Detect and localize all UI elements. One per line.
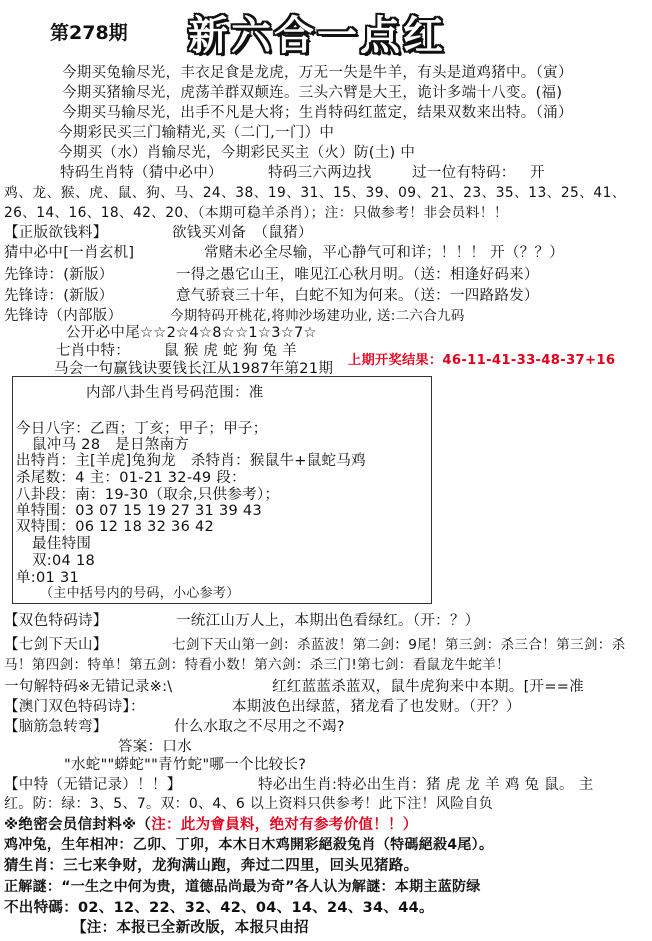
zhongte-line-1: 特必出生肖:特必出生肖：猪 虎 龙 羊 鸡 兔 鼠。 主 bbox=[258, 777, 594, 793]
seven-zodiac-list: 鼠 猴 虎 蛇 狗 兔 羊 bbox=[164, 343, 298, 359]
vip-note: 注：此为會員料，绝对有参考价值！！） bbox=[151, 817, 418, 833]
issue-number: 第278期 bbox=[50, 22, 128, 44]
one-line-header: 一句解特码※无错记录※:\ bbox=[4, 679, 173, 695]
horse-club-line: 马会一句赢钱诀要钱长江从1987年第21期 bbox=[54, 361, 334, 377]
bagua-line-9: 双:04 18 bbox=[32, 553, 95, 569]
seven-zodiac-label: 七肖中特： bbox=[56, 343, 130, 359]
intro-line-6c: 过一位有特码： bbox=[412, 165, 516, 181]
tail-numbers: 公开必中尾☆☆2☆4☆8☆☆1☆3☆7☆ bbox=[66, 325, 317, 341]
bagua-line-2: 鼠冲马 28 是日煞南方 bbox=[32, 437, 190, 453]
intro-line-6d: 开 bbox=[530, 165, 545, 181]
seven-swords-line-1: 七剑下天山第一剑：杀蓝波！第二剑：9尾！第三剑：杀三合！第三剑：杀 bbox=[172, 637, 626, 653]
intro-line-6a: 特码生肖特（猜中必中） bbox=[60, 165, 223, 181]
zhengban-text: 欲钱买刈备 （鼠猪） bbox=[172, 225, 313, 241]
bagua-line-3: 出特肖：主[羊虎]兔狗龙 杀特肖：猴鼠牛+鼠蛇马鸡 bbox=[16, 453, 366, 469]
poem-2-text: 意气骄衰三十年，白蛇不知为何来。（送：一四路路发） bbox=[176, 288, 539, 304]
intro-number-list-2: 26、14、16、18、42、20、（本期可稳羊杀肖）；注：只做参考！非会员料！！ bbox=[4, 205, 508, 221]
footer-line-3: 正解謎：“一生之中何为贵，道德品尚最为奇”各人认为解謎：本期主蓝防绿 bbox=[4, 879, 481, 895]
bagua-line-6: 单特围：03 07 15 19 27 31 39 43 bbox=[16, 503, 262, 519]
poem-3-label: 先锋诗（内部版） bbox=[4, 308, 123, 324]
poem-3-text: 今期特码开桃花,将帅沙场建功业, 送:二六合九码 bbox=[170, 308, 465, 324]
bagua-line-11: （主中括号内的号码，小心参考） bbox=[40, 586, 240, 601]
page-title: 新六合一点红 bbox=[188, 13, 446, 59]
brain-teaser-answer: 答案：口水 bbox=[118, 739, 192, 755]
bagua-line-1: 今日八字：乙酉；丁亥；甲子；甲子； bbox=[16, 421, 268, 437]
vip-line bbox=[4, 816, 418, 834]
macau-text: 本期波色出绿蓝，猪龙看了也发财。（开？） bbox=[232, 699, 521, 715]
bagua-line-8: 最佳特围 bbox=[32, 536, 92, 552]
macau-header: 【澳门双色特码诗】： bbox=[4, 699, 145, 715]
intro-number-list-1: 鸡、龙、猴、虎、鼠、狗、马、24、38、19、31、15、39、09、21、23、35、13、25、41、 bbox=[4, 185, 626, 201]
seven-swords-line-2: 马！第四剑：特单！第五剑：特看小数！第六剑：杀三门!第七剑：看鼠龙牛蛇羊！ bbox=[4, 657, 510, 673]
bagua-header: 内部八卦生肖号码范围：准 bbox=[86, 385, 264, 401]
intro-line-6b: 特码三六两边找 bbox=[268, 165, 372, 181]
poem-2-label: 先锋诗：(新版） bbox=[4, 288, 114, 304]
bagua-line-4: 杀尾数：4 主：01-21 32-49 段： bbox=[16, 470, 246, 486]
footer-line-1: 鸡冲兔，生年相冲：乙卯、丁卯，本木日木鸡開彩絕殺兔肖（特碼絕殺4尾）。 bbox=[4, 837, 494, 853]
brain-teaser-header: 【脑筋急转弯】 bbox=[4, 719, 108, 735]
last-result: 上期开奖结果：46-11-41-33-48-37+16 bbox=[348, 353, 616, 368]
bagua-line-7: 双特围：06 12 18 32 36 42 bbox=[16, 519, 215, 535]
brain-teaser-q1: 什么水取之不尽用之不竭? bbox=[174, 719, 345, 735]
intro-line-3: 今期买马输尽光，出手不凡是大将；生肖特码红蓝定，结果双数来出特。（涌） bbox=[62, 105, 573, 121]
intro-line-4: 今期彩民买三门输精光,买（二门,一门）中 bbox=[58, 125, 335, 141]
poem-1-label: 先锋诗：(新版） bbox=[4, 267, 114, 283]
bagua-line-5: 八卦段：南：19-30（取余,只供参考）； bbox=[16, 487, 280, 503]
seven-swords-header: 【七剑下天山】 bbox=[4, 637, 108, 653]
zhongte-header: 【中特（无错记录）！！】 bbox=[4, 777, 182, 793]
intro-line-1: 今期买兔输尽光，丰衣足食是龙虎，万无一失是牛羊，有头是道鸡猪中。（寅） bbox=[62, 65, 573, 81]
footer-line-5: 【注：本报已全新改版，本报只由招 bbox=[72, 920, 309, 936]
intro-line-5: 今期买（水）肖输尽光，今期彩民买主（火）防(土) 中 bbox=[58, 145, 416, 161]
vip-prefix: ※绝密会员信封料※（ bbox=[4, 817, 152, 833]
zhongte-line-2: 红。防：绿：3、5、7。双：0、4、6 以上资料只供参考！此下注！风险自负 bbox=[4, 796, 493, 812]
zhengban-header: 【正版欲钱料】 bbox=[4, 225, 108, 241]
double-color-header: 【双色特码诗】 bbox=[4, 613, 108, 629]
cai-zhong-text: 常赌未必全尽输，平心静气可和详；！！！ 开（？？） bbox=[204, 245, 565, 261]
bagua-line-10: 单:01 31 bbox=[16, 570, 79, 586]
one-line-text: 红红蓝蓝杀蓝双，鼠牛虎狗来中本期。[开==准 bbox=[272, 679, 585, 695]
intro-line-2: 今期买猪输尽光，虎荡羊群双颠连。三头六臂是大王，诡计多端十八变。(福) bbox=[62, 85, 563, 101]
double-color-text: 一统江山万人上，本期出色看绿红。（开：？） bbox=[176, 613, 480, 629]
footer-line-4: 不出特碼：02、12、22、32、42、04、14、24、34、44。 bbox=[4, 900, 434, 916]
poem-1-text: 一得之愚它山王，唯见江心秋月明。（送：相逢好码来） bbox=[176, 267, 539, 283]
footer-line-2: 猜生肖：三七来争财，龙狗满山跑，奔过二四里，回头见猪路。 bbox=[4, 858, 419, 874]
brain-teaser-q2: "水蛇""蟒蛇""青竹蛇"哪一个比较长? bbox=[64, 757, 307, 773]
cai-zhong-label: 猜中必中[一肖玄机] bbox=[4, 245, 135, 261]
